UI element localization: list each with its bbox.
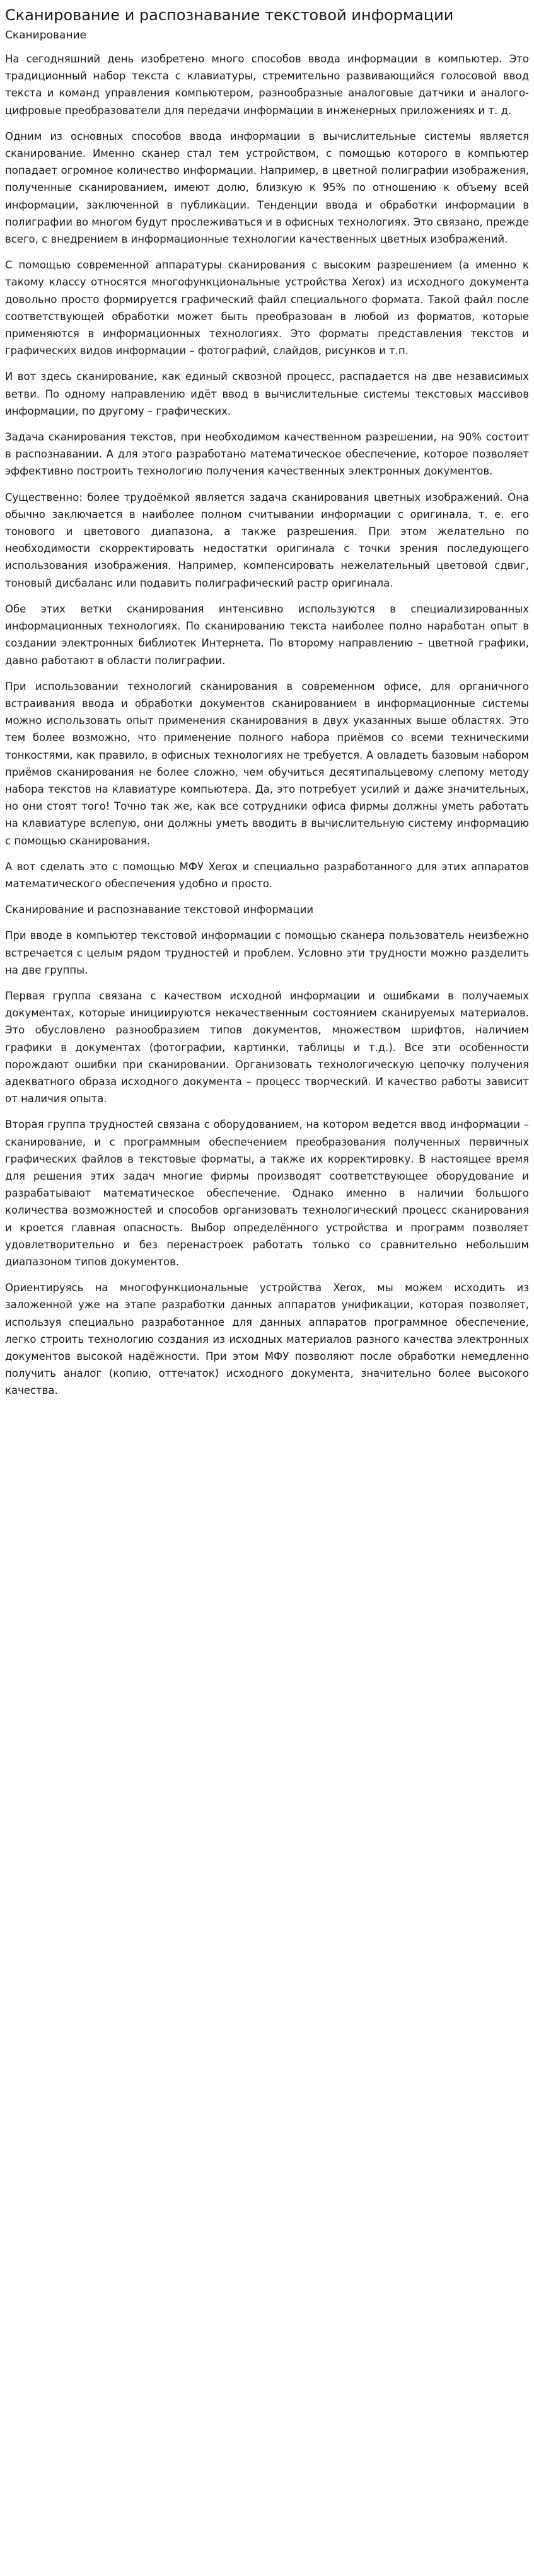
paragraph: И вот здесь сканирование, как единый сквозной процесс, распадается на две независимых ветви. По одному направлению идёт ввод в вычислительные системы текстовых массивов информации, по другому – графических. [5, 371, 529, 417]
paragraph: Обе этих ветки сканирования интенсивно используются в специализированных информационных технологиях. По сканированию текста наиболее полно наработан опыт в создании электронных библиотек Интернета. По второму направлению – цветной графики, давно работают в области полиграфии. [5, 602, 529, 667]
page-title: Сканирование и распознавание текстовой информации [5, 6, 454, 24]
paragraph: С помощью современной аппаратуры сканирования с высоким разрешением (а именно к такому классу относятся многофункциональные устройства Xerox) из исходного документа довольно просто формируется графический файл специального формата. Такой файл после соответствующей обработки может быть преобразован в любой из форматов, которые применяются в информационных технологиях. Это форматы представления текстов и графических видов информации – фотографий, слайдов, рисунков и т.п. [5, 259, 529, 357]
paragraph: Существенно: более трудоёмкой является задача сканирования цветных изображений. Она обычно заключается в наиболее полном считывании информации с оригинала, т. е. его тонового и цветового диапазона, а также разрешения. При этом желательно по необходимости скорректировать недостатки оригинала с точки зрения последующего использования изображения. Например, компенсировать нежелательный цветовой сдвиг, тоновый дисбаланс или подавить полиграфический растр оригинала. [5, 491, 529, 589]
document-body [5, 50, 529, 1400]
paragraph: При использовании технологий сканирования в современном офисе, для органичного встраивания ввода и обработки документов сканированием в информационные системы можно использовать опыт применения сканирования в двух указанных выше областях. Это тем более возможно, что применение полного набора приёмов со всеми техническими тонкостями, как правило, в офисных технологиях не требуется. А овладеть базовым набором приёмов сканирования не более сложно, чем обучиться десятипальцевому слепому методу набора текстов на клавиатуре компьютера. Да, это потребует усилий и даже значительных, но они стоят того! Точно так же, как все сотрудники офиса фирмы должны уметь работать на клавиатуре вслепую, они должны уметь вводить в вычислительную систему информацию с помощью сканирования. [5, 680, 529, 847]
paragraph: Первая группа связана с качеством исходной информации и ошибками в получаемых документах, которые инициируются некачественным состоянием сканируемых материалов. Это обусловлено разнообразием типов документов, множеством шрифтов, наличием графики в документах (фотографии, картинки, таблицы и т.д.). Все эти особенности порождают ошибки при сканировании. Организовать технологическую цепочку получения адекватного образа исходного документа – процесс творческий. И качество работы зависит от наличия опыта. [5, 989, 529, 1105]
paragraph: Ориентируясь на многофункциональные устройства Xerox, мы можем исходить из заложенной уже на этапе разработки данных аппаратов унификации, которая позволяет, используя специально разработанное для данных аппаратов программное обеспечение, легко строить технологию создания из исходных материалов разного качества электронных документов высокой надёжности. При этом МФУ позволяют после обработки немедленно получить аналог (копию, оттечаток) исходного документа, значительно более высокого качества. [5, 1282, 529, 1397]
page-subtitle: Сканирование [5, 29, 86, 42]
paragraph: Одним из основных способов ввода информации в вычислительные системы является сканирование. Именно сканер стал тем устройством, с помощью которого в компьютер попадает огромное количество информации. Например, в цветной полиграфии изображения, полученные сканированием, имеют долю, близкую к 95% по отношению к объему всей информации, заключенной в публикации. Тенденции ввода и обработки информации в полиграфии во многом будут прослеживаться и в офисных технологиях. Это связано, прежде всего, с внедрением в информационные технологии качественных цветных изображений. [5, 130, 529, 246]
section-heading: Сканирование и распознавание текстовой информации [5, 904, 314, 916]
paragraph: На сегодняшний день изобретено много способов ввода информации в компьютер. Это традиционный набор текста с клавиатуры, стремительно развивающийся голосовой ввод текста и команд управления компьютером, разнообразные аналоговые датчики и аналого-цифровые преобразователи для передачи информации в инженерных приложениях и т. д. [5, 53, 529, 117]
paragraph: При вводе в компьютер текстовой информации с помощью сканера пользователь неизбежно встречается с целым рядом трудностей и проблем. Условно эти трудности можно разделить на две группы. [5, 929, 529, 976]
paragraph: Задача сканирования текстов, при необходимом качественном разрешении, на 90% состоит в распознавании. А для этого разработано математическое обеспечение, которое позволяет эффективно построить технологию получения качественных электронных документов. [5, 431, 529, 478]
paragraph: Вторая группа трудностей связана с оборудованием, на котором ведется ввод информации – сканирование, и с программным обеспечением преобразования полученных первичных графических файлов в текстовые форматы, а также их корректировку. В настоящее время для решения этих задач многие фирмы производят соответствующее оборудование и разрабатывают математическое обеспечение. Однако именно в наличии большого количества возможностей и способов организовать технологический процесс сканирования и кроется главная опасность. Выбор определённого устройства и программ позволяет удовлетворительно и без перенастроек работать только со сравнительно небольшим диапазоном типов документов. [5, 1118, 529, 1268]
paragraph: А вот сделать это с помощью МФУ Xerox и специально разработанного для этих аппаратов математического обеспечения удобно и просто. [5, 860, 529, 890]
